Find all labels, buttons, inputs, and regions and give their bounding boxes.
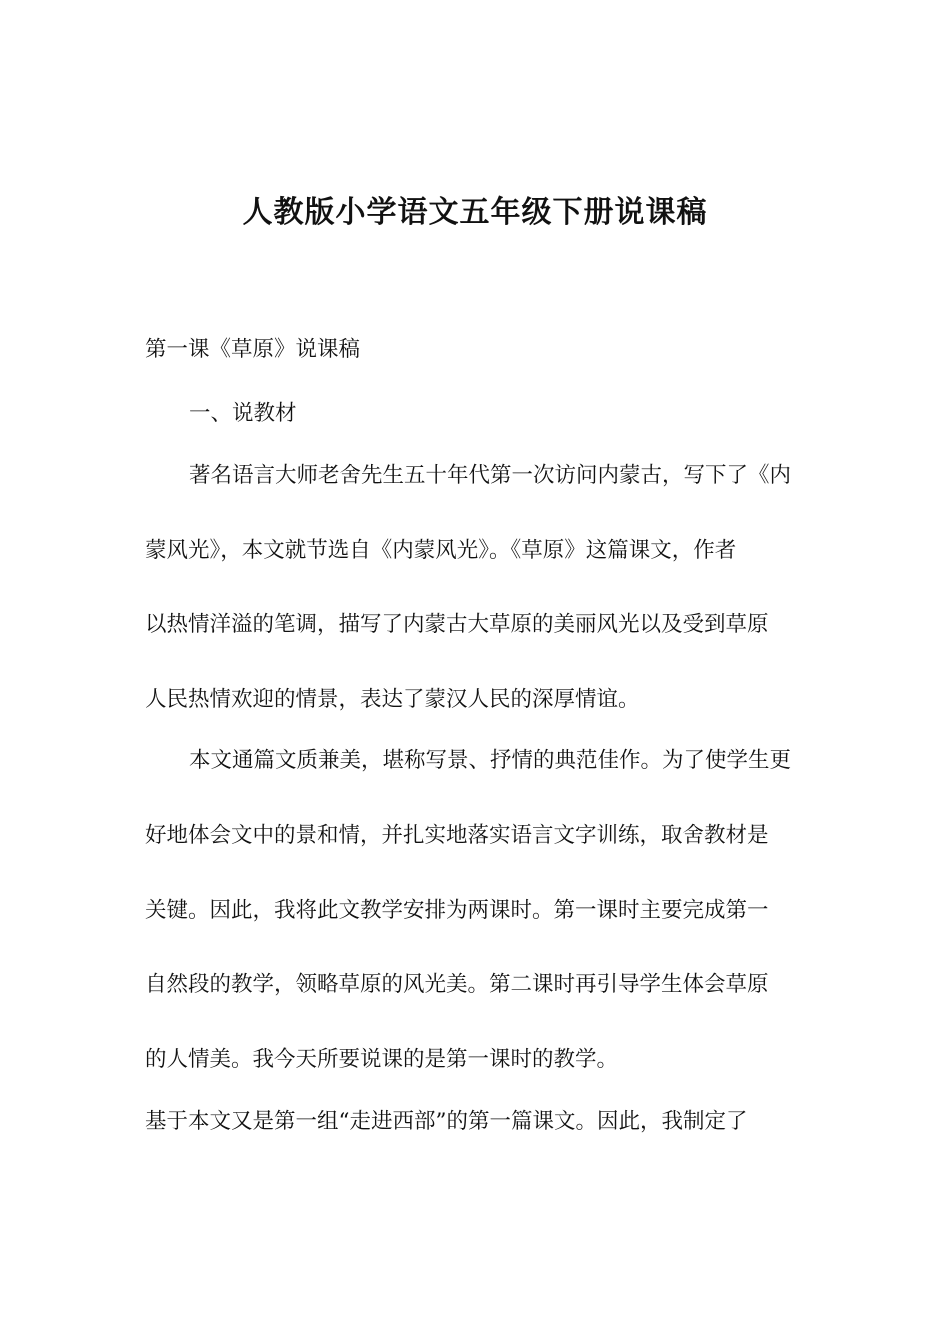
section-heading: 一、说教材 [189, 401, 297, 426]
paragraph-line: 基于本文又是第一组“走进西部”的第一篇课文。因此，我制定了 [145, 1109, 748, 1134]
lesson-heading: 第一课《草原》说课稿 [145, 337, 361, 362]
paragraph-line: 人民热情欢迎的情景，表达了蒙汉人民的深厚情谊。 [145, 687, 640, 712]
document-title: 人教版小学语文五年级下册说课稿 [242, 195, 708, 230]
paragraph-line: 著名语言大师老舍先生五十年代第一次访问内蒙古，写下了《内 [189, 463, 792, 488]
paragraph-line: 本文通篇文质兼美，堪称写景、抒情的典范佳作。为了使学生更 [189, 748, 792, 773]
paragraph-line: 好地体会文中的景和情，并扎实地落实语言文字训练，取舍教材是 [145, 823, 769, 848]
paragraph-line: 以热情洋溢的笔调，描写了内蒙古大草原的美丽风光以及受到草原 [145, 612, 769, 637]
paragraph-line: 关键。因此，我将此文教学安排为两课时。第一课时主要完成第一 [145, 898, 769, 923]
paragraph-line: 自然段的教学，领略草原的风光美。第二课时再引导学生体会草原 [145, 972, 769, 997]
paragraph-line: 的人情美。我今天所要说课的是第一课时的教学。 [145, 1047, 619, 1072]
paragraph-line: 蒙风光》，本文就节选自《内蒙风光》。《草原》这篇课文，作者 [145, 538, 737, 563]
